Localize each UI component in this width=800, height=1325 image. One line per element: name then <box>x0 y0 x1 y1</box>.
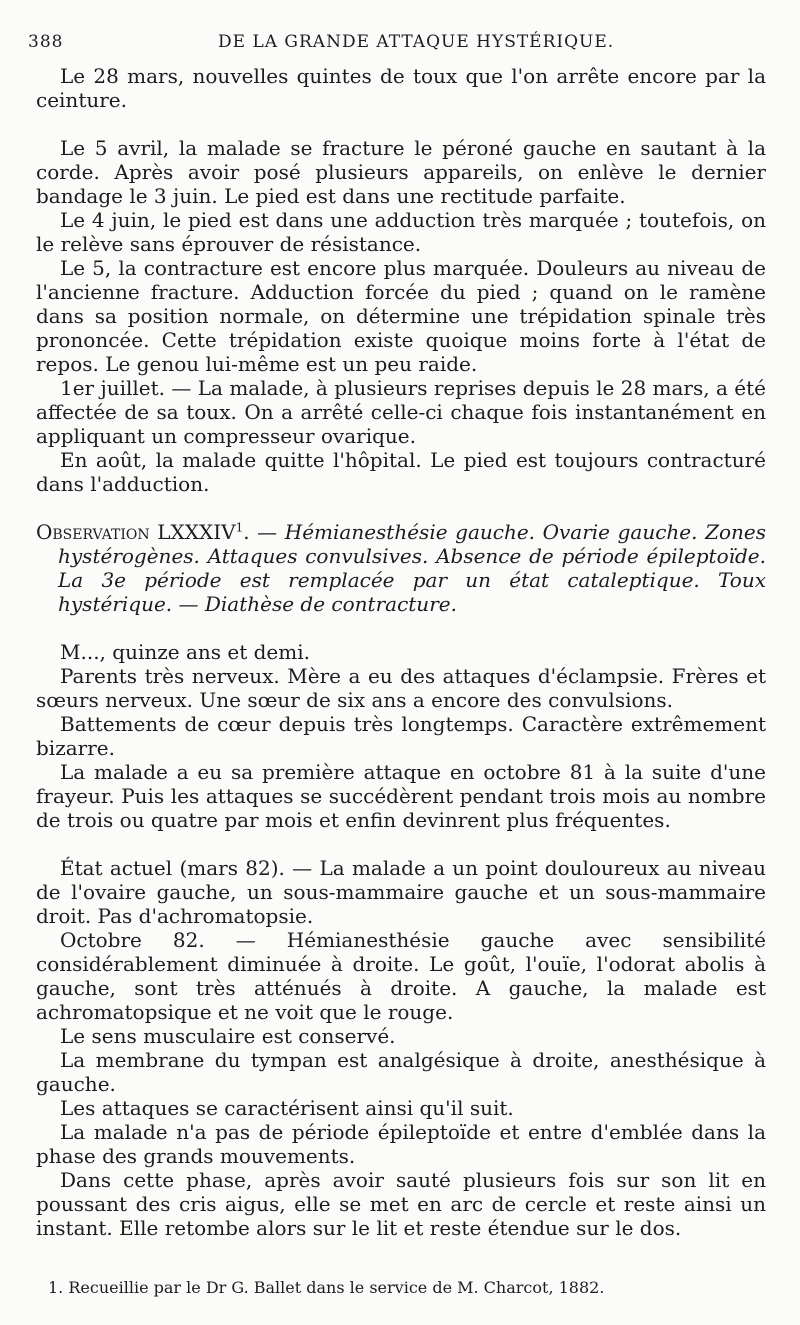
paragraph: Dans cette phase, après avoir sauté plusieurs fois sur son lit en poussant des cris aigus, elle se met en arc de cercle et reste ainsi un instant. Elle retombe alors sur le lit et reste étendue sur le dos. <box>36 1168 766 1240</box>
paragraph: Le 28 mars, nouvelles quintes de toux que l'on arrête encore par la ceinture. <box>36 64 766 112</box>
footnote: 1. Recueillie par le Dr G. Ballet dans le service de M. Charcot, 1882. <box>48 1278 605 1297</box>
running-title: DE LA GRANDE ATTAQUE HYSTÉRIQUE. <box>218 32 615 52</box>
page-body <box>36 64 766 1240</box>
paragraph: Le 5 avril, la malade se fracture le péroné gauche en sautant à la corde. Après avoir posé plusieurs appareils, on enlève le dernier bandage le 3 juin. Le pied est dans une rectitude parfaite. <box>36 136 766 208</box>
paragraph: Le sens musculaire est conservé. <box>60 1024 396 1048</box>
page-number: 388 <box>28 32 64 52</box>
paragraph: État actuel (mars 82). — La malade a un point douloureux au niveau de l'ovaire gauche, un sous-mammaire gauche et un sous-mammaire droit. Pas d'achromatopsie. <box>36 856 766 928</box>
paragraph: M..., quinze ans et demi. <box>60 640 310 664</box>
observation-title: — Hémianesthésie gauche. Ovarie gauche. Zones hystérogènes. Attaques convulsives. Absence de période épileptoïde. La 3e période est remplacée par un état cataleptique. Toux hystérique. — Diathèse de contracture. <box>58 520 766 616</box>
paragraph: Battements de cœur depuis très longtemps. Caractère extrêmement bizarre. <box>36 712 766 760</box>
paragraph: 1er juillet. — La malade, à plusieurs reprises depuis le 28 mars, a été affectée de sa toux. On a arrêté celle-ci chaque fois instantanément en appliquant un compresseur ovarique. <box>36 376 766 448</box>
page-header <box>28 28 760 58</box>
paragraph: Parents très nerveux. Mère a eu des attaques d'éclampsie. Frères et sœurs nerveux. Une sœur de six ans a encore des convulsions. <box>36 664 766 712</box>
paragraph: Le 5, la contracture est encore plus marquée. Douleurs au niveau de l'ancienne fracture. Adduction forcée du pied ; quand on le ramène dans sa position normale, on détermine une trépidation spinale très prononcée. Cette trépidation existe quoique moins forte à l'état de repos. Le genou lui-même est un peu raide. <box>36 256 766 376</box>
observation-heading: Observation LXXXIV$^1$. — Hémianesthésie gauche. Ovarie gauche. Zones hystérogènes. Attaques convulsives. Absence de période épileptoïde. La 3e période est remplacée par un état cataleptique. Toux hystérique. — Diathèse de contracture. <box>36 520 766 616</box>
paragraph: La membrane du tympan est analgésique à droite, anesthésique à gauche. <box>36 1048 766 1096</box>
paragraph: La malade a eu sa première attaque en octobre 81 à la suite d'une frayeur. Puis les attaques se succédèrent pendant trois mois au nombre de trois ou quatre par mois et enfin devinrent plus fréquentes. <box>36 760 766 832</box>
paragraph: Le 4 juin, le pied est dans une adduction très marquée ; toutefois, on le relève sans éprouver de résistance. <box>36 208 766 256</box>
paragraph: Les attaques se caractérisent ainsi qu'il suit. <box>60 1096 514 1120</box>
paragraph: Octobre 82. — Hémianesthésie gauche avec sensibilité considérablement diminuée à droite. Le goût, l'ouïe, l'odorat abolis à gauche, sont très atténués à droite. A gauche, la malade est achromatopsique et ne voit que le rouge. <box>36 928 766 1024</box>
observation-label: Observation LXXXIV <box>36 520 236 544</box>
paragraph: La malade n'a pas de période épileptoïde et entre d'emblée dans la phase des grands mouvements. <box>36 1120 766 1168</box>
footnote-mark: 1 <box>235 520 244 535</box>
paragraph: En août, la malade quitte l'hôpital. Le pied est toujours contracturé dans l'adduction. <box>36 448 766 496</box>
